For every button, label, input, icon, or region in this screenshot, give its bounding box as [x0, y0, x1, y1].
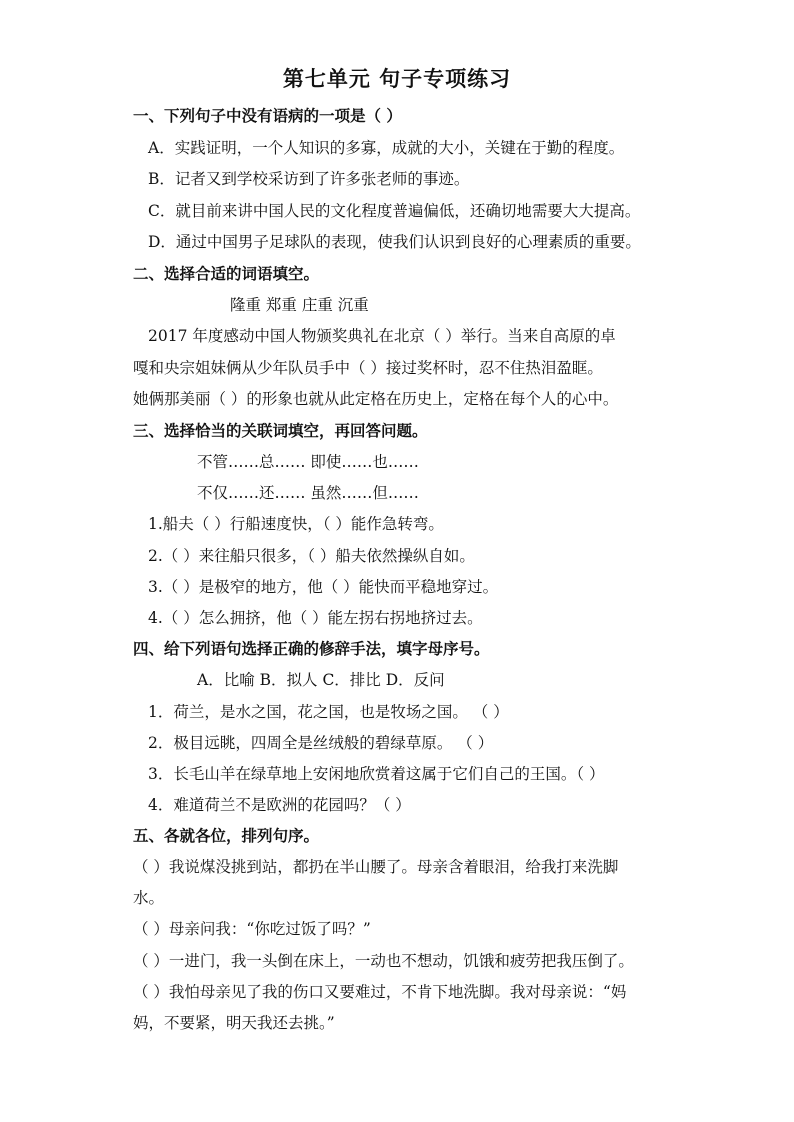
section-2-passage-line: 她俩那美丽（ ）的形象也就从此定格在历史上，定格在每个人的心中。 — [133, 390, 619, 408]
section-2-passage-line: 嘎和央宗姐妹俩从少年队员手中（ ）接过奖杯时，忍不住热泪盈眶。 — [133, 359, 603, 377]
section-2-heading: 二、选择合适的词语填空。 — [133, 265, 320, 283]
section-2-passage-line: 2017 年度感动中国人物颁奖典礼在北京（ ）举行。当来自高原的卓 — [148, 327, 616, 345]
section-4-item: 1．荷兰，是水之国，花之国，也是牧场之国。 （ ） — [148, 703, 509, 721]
section-1-option-d: D．通过中国男子足球队的表现，使我们认识到良好的心理素质的重要。 — [148, 233, 641, 251]
section-1-heading: 一、下列句子中没有语病的一项是（ ） — [133, 107, 402, 125]
section-1-option-c: C．就目前来讲中国人民的文化程度普遍偏低，还确切地需要大大提高。 — [148, 202, 641, 220]
section-3-item: 4.（ ）怎么拥挤，他（ ）能左拐右拐地挤过去。 — [148, 609, 483, 627]
section-2-word-bank: 隆重 郑重 庄重 沉重 — [230, 296, 369, 314]
section-5-line: 妈，不要紧，明天我还去挑。” — [133, 1014, 335, 1032]
section-3-item: 3.（ ）是极窄的地方，他（ ）能快而平稳地穿过。 — [148, 578, 499, 596]
section-1-option-b: B．记者又到学校采访到了许多张老师的事迹。 — [148, 170, 470, 188]
section-4-heading: 四、给下列语句选择正确的修辞手法，填字母序号。 — [133, 640, 490, 658]
section-4-item: 4．难道荷兰不是欧洲的花园吗？（ ） — [148, 796, 411, 814]
section-4-item: 3．长毛山羊在绿草地上安闲地欣赏着这属于它们自己的王国。（ ） — [148, 765, 605, 783]
section-3-word-row: 不仅……还…… 虽然……但…… — [197, 484, 419, 502]
section-5-line: （ ）一进门，我一头倒在床上，一动也不想动，饥饿和疲劳把我压倒了。 — [133, 952, 634, 970]
section-4-item: 2．极目远眺，四周全是丝绒般的碧绿草原。 （ ） — [148, 734, 494, 752]
section-3-item: 1.船夫（ ）行船速度快，（ ）能作急转弯。 — [148, 515, 444, 533]
section-3-word-row: 不管……总…… 即使……也…… — [197, 453, 419, 471]
section-3-heading: 三、选择恰当的关联词填空，再回答问题。 — [133, 422, 428, 440]
page-title: 第七单元 句子专项练习 — [282, 67, 512, 91]
section-3-item: 2.（ ）来往船只很多，（ ）船夫依然操纵自如。 — [148, 547, 475, 565]
section-5-heading: 五、各就各位，排列句序。 — [133, 827, 320, 845]
section-5-line: （ ）我说煤没挑到站，都扔在半山腰了。母亲含着眼泪，给我打来洗脚 — [133, 858, 619, 876]
section-5-line: （ ）我怕母亲见了我的伤口又要难过，不肯下地洗脚。我对母亲说：“妈 — [133, 983, 627, 1001]
section-4-choices: A．比喻 B．拟人 C．排比 D．反问 — [197, 671, 445, 689]
section-1-option-a: A．实践证明，一个人知识的多寡，成就的大小，关键在于勤的程度。 — [148, 139, 625, 157]
section-5-line: （ ）母亲问我：“你吃过饭了吗？” — [133, 920, 371, 938]
section-5-line: 水。 — [133, 889, 165, 907]
